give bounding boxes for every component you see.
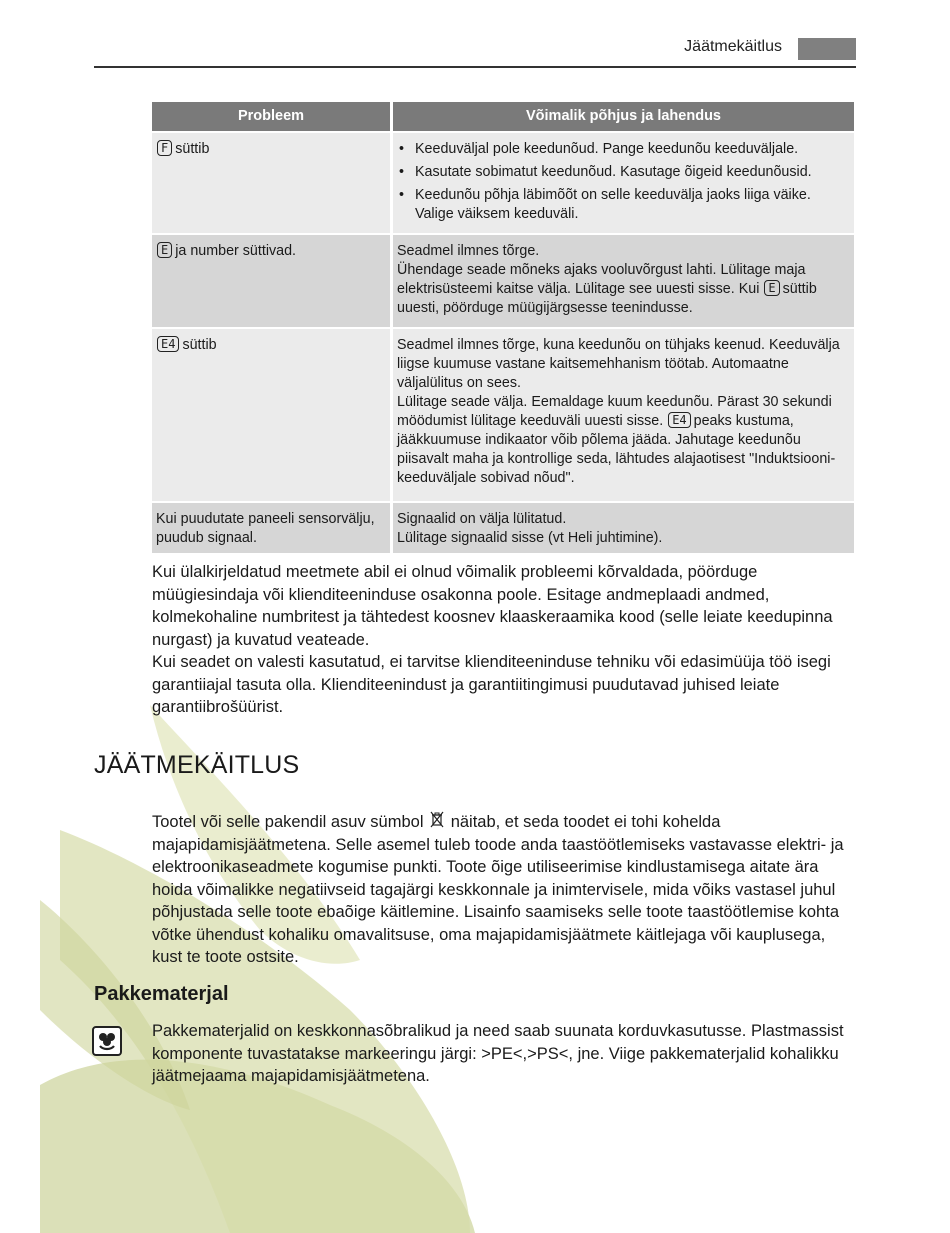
- display-symbol: E4: [157, 336, 179, 352]
- solution-text: Ühendage seade mõneks ajaks vooluvõrgust lahti. Lülitage maja elektrisüsteemi kaitse välja. Lülitage see uuesti sisse. Kui: [397, 262, 806, 297]
- solution-text: Lülitage seade välja. Eemaldage kuum keedunõu. Pärast 30 sekundi möödumist lülitage keeduväli uuesti sisse.: [397, 394, 832, 429]
- table-row: [152, 501, 854, 553]
- solution-bullet-list: [397, 140, 848, 224]
- table-row: [152, 233, 854, 327]
- header-gray-tab: [798, 38, 856, 60]
- problem-cell: [152, 131, 393, 233]
- solution-bullet: • Kasutate sobimatut keedunõud. Kasutage õigeid keedunõusid.: [397, 163, 848, 182]
- troubleshooting-table: [152, 102, 854, 553]
- solution-line: Seadmel ilmnes tõrge.: [397, 243, 540, 259]
- packaging-paragraph: Pakkematerjalid on keskkonnasõbralikud ja need saab suunata korduvkasutusse. Plastmassist komponente tuvastatakse markeeringu järgi: >PE<,>PS<, jne. Viige pakkematerjalid kohalikku jäätmejaama majapidamisjäätmetena.: [152, 1022, 844, 1085]
- solution-bullet: • Keeduväljal pole keedunõud. Pange keedunõu keeduväljale.: [397, 140, 848, 159]
- solution-text: süttib uuesti, pöörduge müügijärgsesse teenindusse.: [397, 281, 817, 316]
- solution-line: [397, 261, 848, 318]
- solution-line: [397, 393, 848, 488]
- disposal-text: näitab, et seda toodet ei tohi kohelda majapidamisjäätmetena. Selle asemel tuleb toode anda taastöötlemiseks vastavasse elektri- ja elektroonikaseadmete kogumise punkti. Toote õige utiliseerimise kindlustamisega aitate ära hoida võimalikke negatiivseid tagajärgi keskkonnale ja inimtervisele, mida võiks vastasel juhul põhjustada selle toote ebaõige käitlemine. Lisainfo saamiseks selle toote taastöötlemise kohta võtke ühendust kohaliku omavalitsuse, oma majapidamisjäätmete käitlejaga või kauplusega, kust te toote ostsite.: [152, 813, 844, 966]
- paragraph: Kui seadet on valesti kasutatud, ei tarvitse klienditeeninduse tehniku või edasimüüja töö isegi garantiiajal tasuta olla. Klienditeenindust ja garantiitingimusi puudutavad juhised leiate garantiibrošüürist.: [152, 653, 831, 716]
- solution-text: peaks kustuma, jääkkuumuse indikaator võib põlema jääda. Jahutage keedunõu piisavalt maha ja kontrollige seda, lähtudes alajaotisest "Induktsiooni-keeduväljale sobivad nõud".: [397, 413, 836, 486]
- solution-cell: [393, 327, 854, 501]
- solution-cell: [393, 233, 854, 327]
- disposal-paragraph: [152, 811, 856, 969]
- problem-text: ja number süttivad.: [175, 243, 297, 259]
- running-header-title: Jäätmekäitlus: [684, 38, 782, 55]
- problem-cell: [152, 327, 393, 501]
- solution-cell: [393, 501, 854, 553]
- solution-line: Signaalid on välja lülitatud.: [397, 511, 567, 527]
- table-row: [152, 327, 854, 501]
- crossed-out-wheelie-bin-icon: [430, 811, 444, 829]
- problem-cell: [152, 501, 393, 553]
- column-header-solution: Võimalik põhjus ja lahendus: [393, 102, 854, 131]
- problem-text: Kui puudutate paneeli sensorvälju, puudub signaal.: [156, 511, 375, 546]
- after-table-text: [152, 561, 856, 719]
- disposal-text: Tootel või selle pakendil asuv sümbol: [152, 813, 424, 831]
- problem-text: süttib: [182, 337, 217, 353]
- display-symbol: E4: [668, 412, 690, 428]
- solution-cell: [393, 131, 854, 233]
- problem-text: süttib: [175, 141, 210, 157]
- paragraph: Kui ülalkirjeldatud meetmete abil ei olnud võimalik probleemi kõrvaldada, pöörduge müügiesindaja või klienditeeninduse osakonna poole. Esitage andmeplaadi andmed, kolmekohaline numbritest ja tähtedest koosnev klaaskeraamika kood (selle leiate keedupinna nurgast) ja kuvatud veateade.: [152, 563, 833, 649]
- table-header-row: [152, 102, 854, 131]
- display-symbol: F: [157, 140, 172, 156]
- environment-recycling-icon: [92, 1026, 122, 1056]
- section-title: JÄÄTMEKÄITLUS: [94, 751, 300, 779]
- running-header: [94, 36, 856, 68]
- column-header-problem: Probleem: [152, 102, 393, 131]
- problem-cell: [152, 233, 393, 327]
- table-row: [152, 131, 854, 233]
- display-symbol: E: [764, 280, 779, 296]
- solution-line: Lülitage signaalid sisse (vt Heli juhtimine).: [397, 530, 663, 546]
- display-symbol: E: [157, 242, 172, 258]
- subsection-title: Pakkematerjal: [94, 983, 229, 1005]
- solution-line: Seadmel ilmnes tõrge, kuna keedunõu on tühjaks keenud. Keeduvälja liigse kuumuse vastane kaitsemehhanism töötab. Automaatne väljalülitus on sees.: [397, 337, 840, 391]
- solution-bullet: • Keedunõu põhja läbimõõt on selle keeduvälja jaoks liiga väike. Valige väiksem keeduväli.: [397, 186, 848, 224]
